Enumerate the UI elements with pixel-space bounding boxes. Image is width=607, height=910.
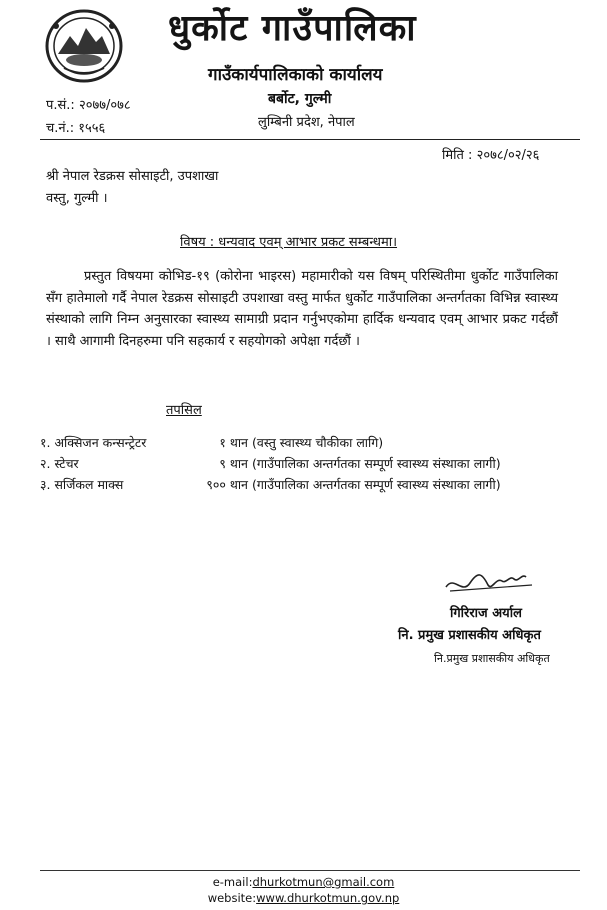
website-link[interactable]: www.dhurkotmun.gov.np [256, 891, 400, 905]
nepal-emblem-icon [44, 8, 124, 84]
website-label: website: [207, 891, 257, 905]
footer-divider [40, 870, 580, 871]
address-line-1: बर्बोट, गुल्मी [268, 91, 332, 107]
item-quantity: ९०० थान [206, 477, 248, 492]
dispatch-number: च.नं.: १५५६ [46, 121, 106, 136]
item-list [40, 434, 580, 497]
list-item [40, 434, 580, 455]
address-line-2: लुम्बिनी प्रदेश, नेपाल [258, 115, 355, 130]
handwritten-signature [440, 565, 550, 599]
item-name: ३. सर्जिकल माक्स [40, 477, 124, 492]
footer-website [0, 891, 607, 905]
email-label: e-mail: [212, 875, 253, 889]
item-quantity: १ थान [219, 435, 248, 450]
list-item [40, 476, 580, 497]
letter-body [46, 266, 558, 352]
item-note: (गाउँपालिका अन्तर्गतका सम्पूर्ण स्वास्थ्य संस्थाका लागी) [252, 456, 501, 471]
signatory-name: गिरिराज अर्याल [450, 606, 522, 621]
item-name: २. स्टेचर [40, 456, 79, 471]
municipality-title: धुर्कोट गाउँपालिका [168, 8, 417, 49]
item-note: (गाउँपालिका अन्तर्गतका सम्पूर्ण स्वास्थ्य संस्थाका लागी) [252, 477, 501, 492]
item-note: (वस्तु स्वास्थ्य चौकीका लागि) [252, 435, 384, 450]
letter-number: प.सं.: २०७७/०७८ [46, 98, 131, 113]
list-item [40, 455, 580, 476]
item-quantity: ९ थान [219, 456, 248, 471]
letter-date: मिति : २०७८/०२/२६ [442, 148, 540, 163]
item-name: १. अक्सिजन कन्सन्ट्रेटर [40, 435, 147, 450]
footer-email [0, 875, 607, 889]
email-link[interactable]: dhurkotmun@gmail.com [252, 875, 395, 889]
recipient-line-1: श्री नेपाल रेडक्रस सोसाइटी, उपशाखा [46, 169, 219, 184]
recipient-line-2: वस्तु, गुल्मी । [46, 191, 108, 206]
letter-subject: विषय : धन्यवाद एवम् आभार प्रकट सम्बन्धमा। [180, 235, 398, 250]
office-name: गाउँकार्यपालिकाको कार्यालय [208, 65, 383, 85]
signatory-stamp: नि.प्रमुख प्रशासकीय अधिकृत [434, 652, 550, 665]
header-divider [40, 139, 580, 140]
body-paragraph: प्रस्तुत विषयमा कोभिड-१९ (कोरोना भाइरस) महामारीको यस विषम् परिस्थितीमा धुर्कोट गाउँपालिका सँग हातेमालो गर्दै नेपाल रेडक्रस सोसाइटी उपशाखा वस्तु मार्फत धुर्कोट गाउँपालिका अन्तर्गतका विभिन्न स्वास्थ्य संस्थाको लागि निम्न अनुसारका स्वास्थ्य सामाग्री प्रदान गर्नुभएकोमा हार्दिक धन्यवाद एवम् आभार प्रकट गर्दछौं । साथै आगामी दिनहरुमा पनि सहकार्य र सहयोगको अपेक्षा गर्दछौं । [46, 269, 558, 349]
annex-title: तपसिल [166, 403, 202, 418]
signatory-title: नि. प्रमुख प्रशासकीय अधिकृत [398, 628, 541, 643]
